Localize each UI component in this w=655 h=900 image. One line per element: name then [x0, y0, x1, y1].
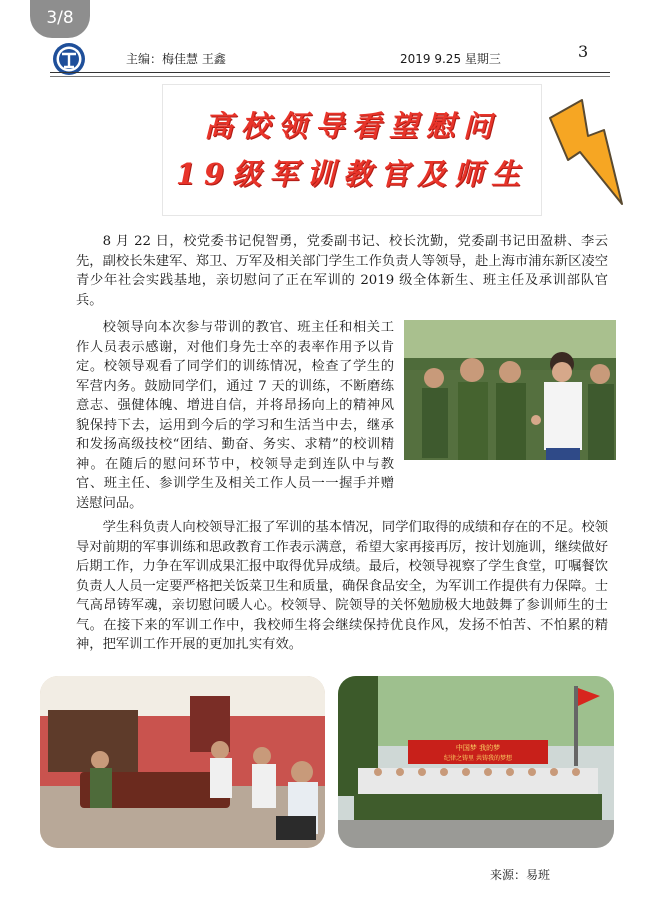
meeting-room-photo [40, 676, 325, 848]
source-credit: 来源：易班 [490, 868, 551, 882]
header-rule [50, 72, 610, 73]
banner-line-2: 纪律之铸里 共铸我的梦想 [444, 755, 512, 762]
editor-credit: 主编：梅佳慧 王鑫 [126, 52, 226, 66]
article-title [162, 84, 542, 216]
issue-date: 2019 9.25 星期三 [400, 52, 501, 66]
header-rule-thin [50, 76, 610, 77]
paragraph-3: 学生科负责人向校领导汇报了军训的基本情况，同学们取得的成绩和存在的不足。校领导对前期的军事训练和思政教育工作表示满意，希望大家再接再厉，按计划施训，继续做好后期工作，力争在军训成果汇报中取得优异成绩。最后，校领导视察了学生食堂，叮嘱餐饮负责人人员一定要严格把关饭菜卫生和质量，确保食品安全，为军训工作提供有力保障。士气高昂铸军魂，亲切慰问暖人心。校领导、院领导的关怀勉励极大地鼓舞了参训师生的士气。在接下来的军训工作中，我校师生将会继续保持优良作风，发扬不怕苦、不怕累的精神，把军训工作开展的更加扎实有效。 [76, 520, 608, 652]
school-logo-icon [52, 42, 86, 76]
handshake-photo [404, 320, 616, 460]
group-photo [338, 676, 614, 848]
banner-line-1: 中国梦 我的梦 [455, 744, 501, 752]
title-line-2: 19级军训教官及师生 [175, 157, 529, 191]
paragraph-1: 8 月 22 日，校党委书记倪智勇，党委副书记、校长沈勤，党委副书记田盈耕、李云先，副校长朱建军、郑卫、万军及相关部门学生工作负责人等领导，赴上海市浦东新区凌空青少年社会实践基地，亲切慰问了正在军训的 2019 级全体新生、班主任及承训部队官兵。 [76, 234, 608, 308]
paragraph-2: 校领导向本次参与带训的教官、班主任和相关工作人员表示感谢，对他们身先士卒的表率作用予以肯定。校领导观看了同学们的训练情况，检查了学生的军营内务。鼓励同学们，通过 7 天的训练，不断磨练意志、强健体魄、增进自信，并将昂扬向上的精神风貌保持下去，运用到今后的学习和生活当中去，继承和发扬高级技校“团结、勤奋、务实、求精”的校训精神。在随后的慰问环节中，校领导走到连队中与教官、班主任、参训学生及相关工作人员一一握手并赠送慰问品。 [76, 320, 394, 511]
page-indicator: 3/8 [30, 0, 90, 38]
title-line-1: 高校领导看望慰问 [203, 109, 500, 143]
page-number: 3 [578, 42, 589, 61]
lightning-bolt-icon [546, 96, 626, 208]
